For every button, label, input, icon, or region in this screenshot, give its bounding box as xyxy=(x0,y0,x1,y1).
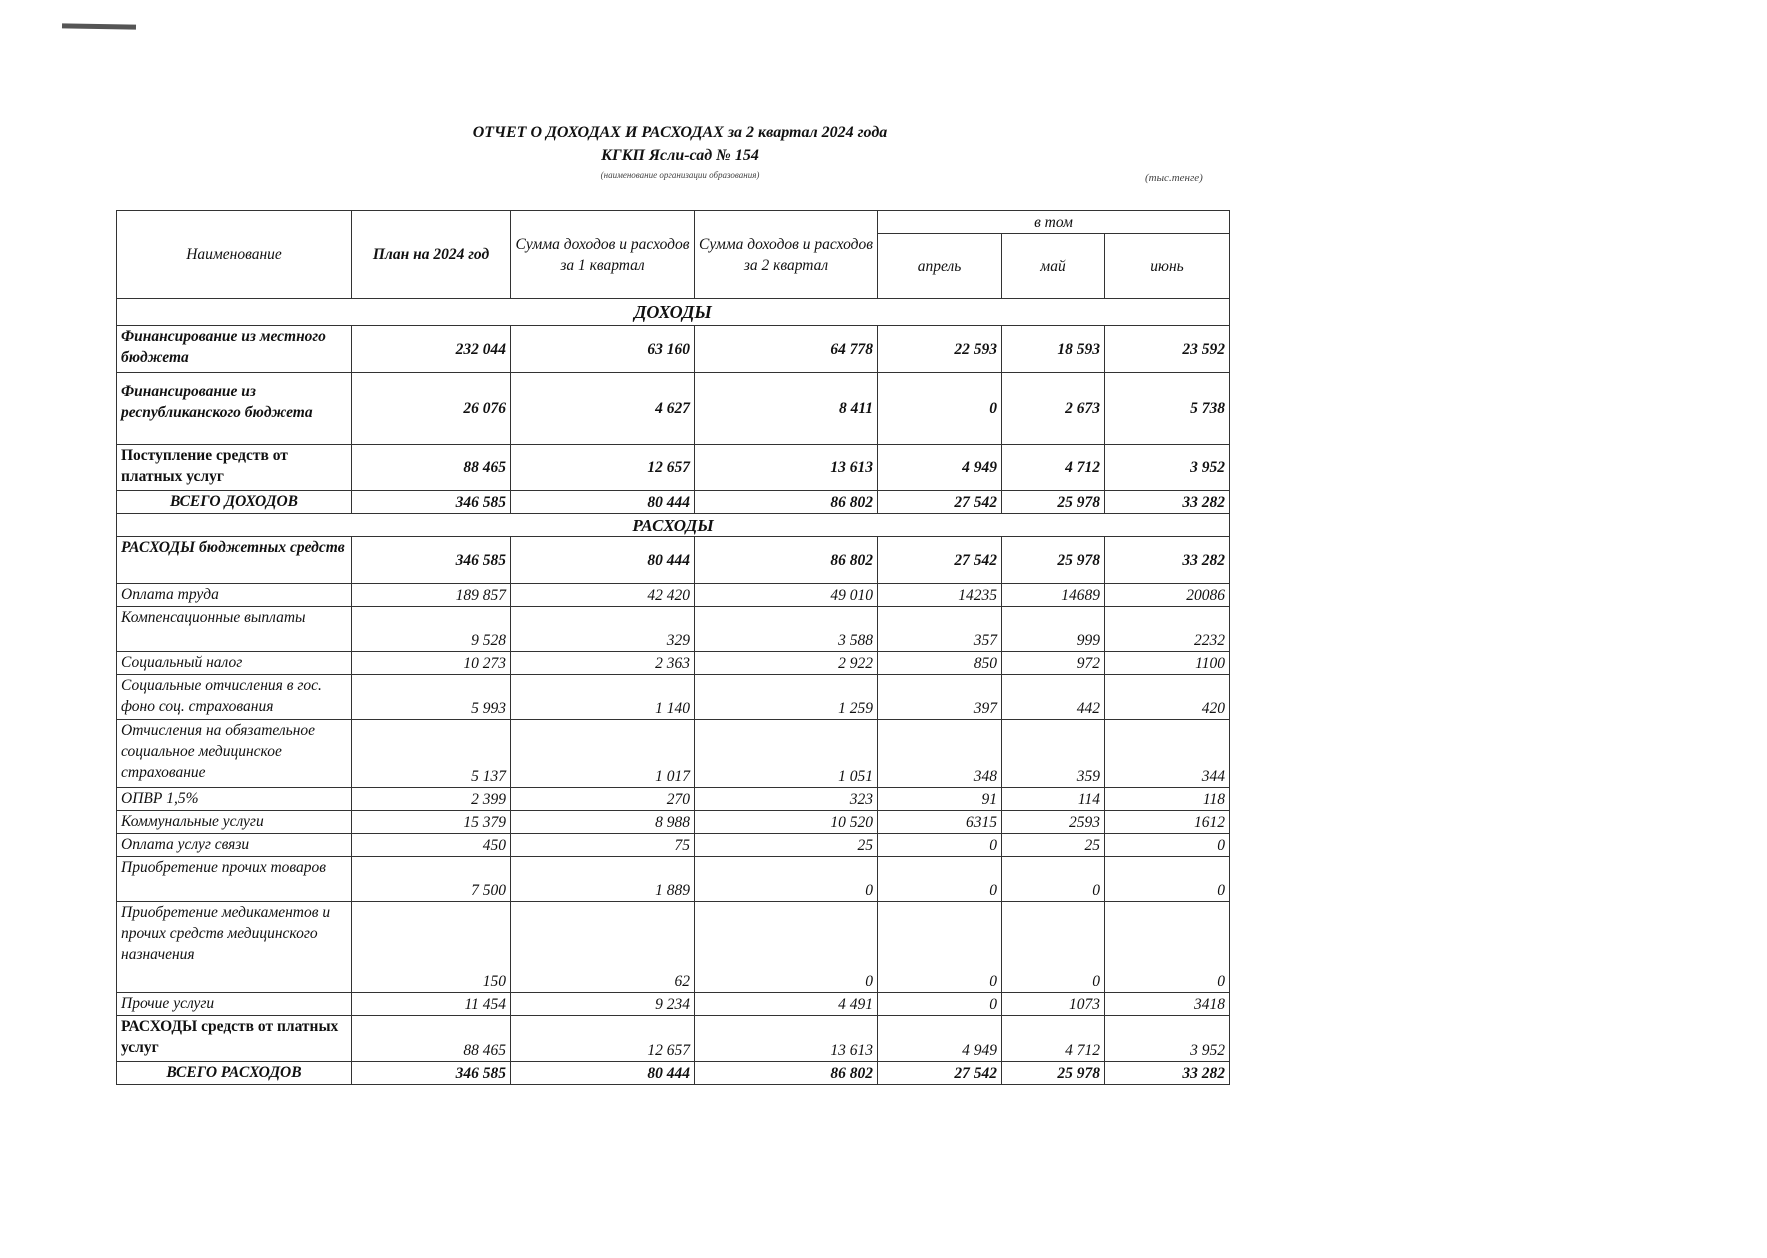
cell-may: 2 673 xyxy=(1002,373,1105,445)
cell-q2: 10 520 xyxy=(695,811,878,834)
cell-june: 1100 xyxy=(1105,652,1230,675)
cell-q1: 75 xyxy=(511,834,695,857)
cell-plan: 88 465 xyxy=(352,445,511,491)
cell-april: 14235 xyxy=(878,584,1002,607)
row-name: Социальный налог xyxy=(117,652,352,675)
cell-plan: 5 993 xyxy=(352,675,511,720)
cell-q1: 80 444 xyxy=(511,491,695,514)
cell-plan: 232 044 xyxy=(352,326,511,373)
cell-june: 344 xyxy=(1105,720,1230,788)
table-row xyxy=(117,902,1230,993)
cell-may: 0 xyxy=(1002,857,1105,902)
cell-q2: 13 613 xyxy=(695,445,878,491)
cell-q2: 86 802 xyxy=(695,537,878,584)
row-name: Прочие услуги xyxy=(117,993,352,1016)
cell-q1: 329 xyxy=(511,607,695,652)
cell-june: 3 952 xyxy=(1105,1016,1230,1062)
table-row-total-income xyxy=(117,491,1230,514)
cell-q2: 2 922 xyxy=(695,652,878,675)
table-row xyxy=(117,811,1230,834)
cell-plan: 2 399 xyxy=(352,788,511,811)
table-row-budget-expenses xyxy=(117,537,1230,584)
table-row xyxy=(117,993,1230,1016)
cell-plan: 15 379 xyxy=(352,811,511,834)
cell-q1: 1 140 xyxy=(511,675,695,720)
cell-q2: 8 411 xyxy=(695,373,878,445)
cell-plan: 9 528 xyxy=(352,607,511,652)
cell-april: 0 xyxy=(878,834,1002,857)
row-name: Отчисления на обязательное социальное медицинское страхование xyxy=(117,720,352,788)
cell-may: 25 978 xyxy=(1002,1062,1105,1085)
table-row xyxy=(117,373,1230,445)
cell-june: 33 282 xyxy=(1105,1062,1230,1085)
table-row xyxy=(117,326,1230,373)
cell-june: 33 282 xyxy=(1105,537,1230,584)
table-row xyxy=(117,720,1230,788)
cell-q1: 9 234 xyxy=(511,993,695,1016)
table-row xyxy=(117,652,1230,675)
cell-april: 27 542 xyxy=(878,491,1002,514)
row-name: ОПВР 1,5% xyxy=(117,788,352,811)
cell-plan: 10 273 xyxy=(352,652,511,675)
cell-may: 4 712 xyxy=(1002,1016,1105,1062)
row-name: Поступление средств от платных услуг xyxy=(117,445,352,491)
row-name: Компенсационные выплаты xyxy=(117,607,352,652)
table-row xyxy=(117,445,1230,491)
table-row xyxy=(117,788,1230,811)
cell-plan: 346 585 xyxy=(352,1062,511,1085)
table-row xyxy=(117,607,1230,652)
cell-q2: 13 613 xyxy=(695,1016,878,1062)
cell-april: 850 xyxy=(878,652,1002,675)
cell-april: 91 xyxy=(878,788,1002,811)
cell-may: 18 593 xyxy=(1002,326,1105,373)
row-name: Оплата труда xyxy=(117,584,352,607)
row-name: Коммунальные услуги xyxy=(117,811,352,834)
document-header xyxy=(330,122,1030,180)
header-plan: План на 2024 год xyxy=(352,211,511,299)
cell-june: 33 282 xyxy=(1105,491,1230,514)
cell-may: 25 978 xyxy=(1002,491,1105,514)
cell-q2: 0 xyxy=(695,857,878,902)
cell-q2: 3 588 xyxy=(695,607,878,652)
cell-plan: 26 076 xyxy=(352,373,511,445)
cell-april: 27 542 xyxy=(878,1062,1002,1085)
header-q1: Сумма доходов и расходов за 1 квартал xyxy=(511,211,695,299)
cell-q2: 4 491 xyxy=(695,993,878,1016)
section-income: ДОХОДЫ xyxy=(117,299,1230,326)
document-title: ОТЧЕТ О ДОХОДАХ И РАСХОДАХ за 2 квартал 2024 года xyxy=(472,124,888,141)
row-name: Оплата услуг связи xyxy=(117,834,352,857)
units-label: (тыс.тенге) xyxy=(1145,172,1203,184)
cell-april: 22 593 xyxy=(878,326,1002,373)
cell-q2: 64 778 xyxy=(695,326,878,373)
organization-name: КГКП Ясли-сад № 154 xyxy=(601,147,759,164)
cell-june: 5 738 xyxy=(1105,373,1230,445)
income-expense-table xyxy=(116,210,1230,1085)
cell-q1: 63 160 xyxy=(511,326,695,373)
table-row-total-expenses xyxy=(117,1062,1230,1085)
cell-plan: 450 xyxy=(352,834,511,857)
cell-q1: 4 627 xyxy=(511,373,695,445)
cell-may: 25 978 xyxy=(1002,537,1105,584)
row-name: Социальные отчисления в гос. фоно соц. страхования xyxy=(117,675,352,720)
table-row xyxy=(117,675,1230,720)
cell-june: 0 xyxy=(1105,902,1230,993)
cell-april: 4 949 xyxy=(878,445,1002,491)
header-june: июнь xyxy=(1105,234,1230,299)
cell-plan: 88 465 xyxy=(352,1016,511,1062)
header-group: в том xyxy=(878,211,1230,234)
cell-may: 4 712 xyxy=(1002,445,1105,491)
row-name: Финансирование из республиканского бюджета xyxy=(117,373,352,445)
cell-may: 442 xyxy=(1002,675,1105,720)
cell-q2: 1 051 xyxy=(695,720,878,788)
cell-april: 0 xyxy=(878,857,1002,902)
cell-may: 0 xyxy=(1002,902,1105,993)
cell-q2: 323 xyxy=(695,788,878,811)
cell-plan: 150 xyxy=(352,902,511,993)
cell-q1: 12 657 xyxy=(511,1016,695,1062)
cell-q2: 0 xyxy=(695,902,878,993)
cell-may: 1073 xyxy=(1002,993,1105,1016)
cell-q1: 1 889 xyxy=(511,857,695,902)
section-expenses: РАСХОДЫ xyxy=(117,514,1230,537)
header-name: Наименование xyxy=(117,211,352,299)
cell-q1: 80 444 xyxy=(511,537,695,584)
cell-april: 0 xyxy=(878,902,1002,993)
row-name: ВСЕГО ДОХОДОВ xyxy=(117,491,352,514)
cell-q1: 12 657 xyxy=(511,445,695,491)
cell-april: 27 542 xyxy=(878,537,1002,584)
cell-q2: 1 259 xyxy=(695,675,878,720)
cell-plan: 11 454 xyxy=(352,993,511,1016)
cell-q2: 86 802 xyxy=(695,491,878,514)
row-name: Приобретение медикаментов и прочих средств медицинского назначения xyxy=(117,902,352,993)
cell-q1: 62 xyxy=(511,902,695,993)
cell-q1: 80 444 xyxy=(511,1062,695,1085)
table-row xyxy=(117,857,1230,902)
cell-june: 118 xyxy=(1105,788,1230,811)
cell-april: 6315 xyxy=(878,811,1002,834)
cell-june: 1612 xyxy=(1105,811,1230,834)
table-row xyxy=(117,834,1230,857)
header-may: май xyxy=(1002,234,1105,299)
cell-april: 397 xyxy=(878,675,1002,720)
cell-april: 4 949 xyxy=(878,1016,1002,1062)
cell-june: 420 xyxy=(1105,675,1230,720)
cell-may: 14689 xyxy=(1002,584,1105,607)
cell-june: 0 xyxy=(1105,834,1230,857)
cell-q2: 25 xyxy=(695,834,878,857)
cell-may: 2593 xyxy=(1002,811,1105,834)
row-name: ВСЕГО РАСХОДОВ xyxy=(117,1062,352,1085)
cell-june: 2232 xyxy=(1105,607,1230,652)
scan-artifact-line xyxy=(62,23,136,29)
cell-plan: 5 137 xyxy=(352,720,511,788)
table-row-paid-expenses xyxy=(117,1016,1230,1062)
cell-april: 357 xyxy=(878,607,1002,652)
cell-june: 3 952 xyxy=(1105,445,1230,491)
cell-june: 3418 xyxy=(1105,993,1230,1016)
cell-may: 359 xyxy=(1002,720,1105,788)
cell-q1: 1 017 xyxy=(511,720,695,788)
cell-may: 114 xyxy=(1002,788,1105,811)
table-row xyxy=(117,584,1230,607)
row-name: Приобретение прочих товаров xyxy=(117,857,352,902)
row-name: Финансирование из местного бюджета xyxy=(117,326,352,373)
cell-may: 972 xyxy=(1002,652,1105,675)
cell-may: 999 xyxy=(1002,607,1105,652)
cell-june: 23 592 xyxy=(1105,326,1230,373)
cell-q2: 86 802 xyxy=(695,1062,878,1085)
header-q2: Сумма доходов и расходов за 2 квартал xyxy=(695,211,878,299)
cell-april: 348 xyxy=(878,720,1002,788)
cell-april: 0 xyxy=(878,993,1002,1016)
cell-q1: 270 xyxy=(511,788,695,811)
cell-q1: 8 988 xyxy=(511,811,695,834)
organization-caption: (наименование организации образования) xyxy=(600,170,760,180)
cell-may: 25 xyxy=(1002,834,1105,857)
cell-q2: 49 010 xyxy=(695,584,878,607)
cell-plan: 189 857 xyxy=(352,584,511,607)
row-name: РАСХОДЫ бюджетных средств xyxy=(117,537,352,584)
header-april: апрель xyxy=(878,234,1002,299)
row-name: РАСХОДЫ средств от платных услуг xyxy=(117,1016,352,1062)
cell-plan: 346 585 xyxy=(352,537,511,584)
cell-june: 20086 xyxy=(1105,584,1230,607)
cell-q1: 42 420 xyxy=(511,584,695,607)
cell-plan: 7 500 xyxy=(352,857,511,902)
cell-april: 0 xyxy=(878,373,1002,445)
cell-q1: 2 363 xyxy=(511,652,695,675)
cell-june: 0 xyxy=(1105,857,1230,902)
cell-plan: 346 585 xyxy=(352,491,511,514)
